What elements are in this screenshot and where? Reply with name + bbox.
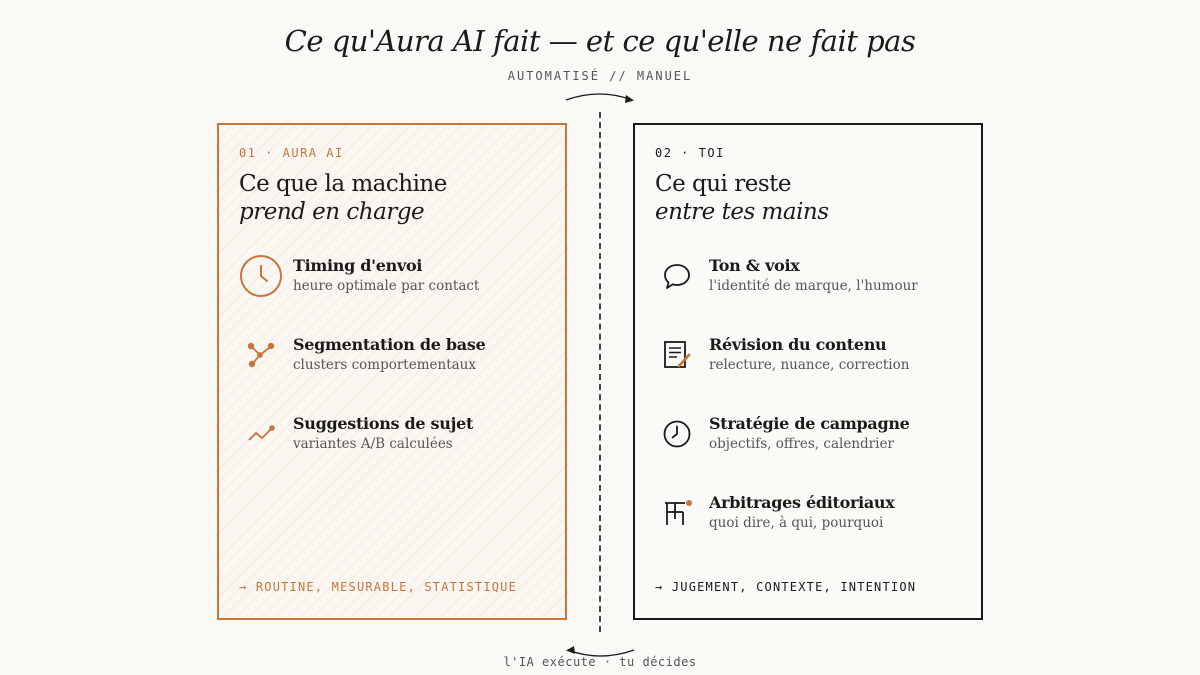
manual-panel [633,123,983,620]
curved-arrow-right-icon [560,88,640,110]
page-title: Ce qu'Aura AI fait — et ce qu'elle ne fait pas [284,24,916,58]
edit-document-icon [655,333,699,377]
list-item [239,333,545,412]
panel-heading-line2: prend en charge [239,199,425,225]
item-desc: quoi dire, à qui, pourquoi [709,515,884,531]
item-name: Segmentation de base [293,335,486,354]
item-desc: relecture, nuance, correction [709,357,910,373]
list-item [655,412,961,491]
item-desc: variantes A/B calculées [293,436,453,452]
item-name: Stratégie de campagne [709,414,910,433]
footer-caption: l'IA exécute · tu décides [503,655,697,669]
item-desc: heure optimale par contact [293,278,480,294]
clock-icon [655,412,699,456]
network-icon [239,333,283,377]
list-item [655,254,961,333]
panel-footer: → ROUTINE, MESURABLE, STATISTIQUE [239,580,518,594]
panel-heading [655,170,961,226]
panel-kicker: 01 · AURA AI [239,146,344,160]
item-desc: clusters comportementaux [293,357,476,373]
speech-bubble-icon [655,254,699,298]
decision-icon [655,491,699,535]
item-name: Suggestions de sujet [293,414,474,433]
automated-panel [217,123,567,620]
page-subtitle: AUTOMATISÉ // MANUEL [507,69,693,83]
panel-footer: → JUGEMENT, CONTEXTE, INTENTION [655,580,917,594]
item-name: Ton & voix [709,256,800,275]
list-item [655,491,961,570]
panel-heading-line2: entre tes mains [655,199,829,225]
item-desc: objectifs, offres, calendrier [709,436,894,452]
item-desc: l'identité de marque, l'humour [709,278,918,294]
panel-heading-line1: Ce qui reste [655,171,791,197]
list-item [655,333,961,412]
item-name: Timing d'envoi [293,256,423,275]
clock-icon [239,254,283,298]
panel-heading-line1: Ce que la machine [239,171,447,197]
trend-icon [239,412,283,456]
list-item [239,254,545,333]
list-item [239,412,545,491]
item-name: Révision du contenu [709,335,887,354]
panel-kicker: 02 · TOI [655,146,725,160]
item-name: Arbitrages éditoriaux [709,493,895,512]
center-divider [599,112,601,632]
panel-heading [239,170,545,226]
